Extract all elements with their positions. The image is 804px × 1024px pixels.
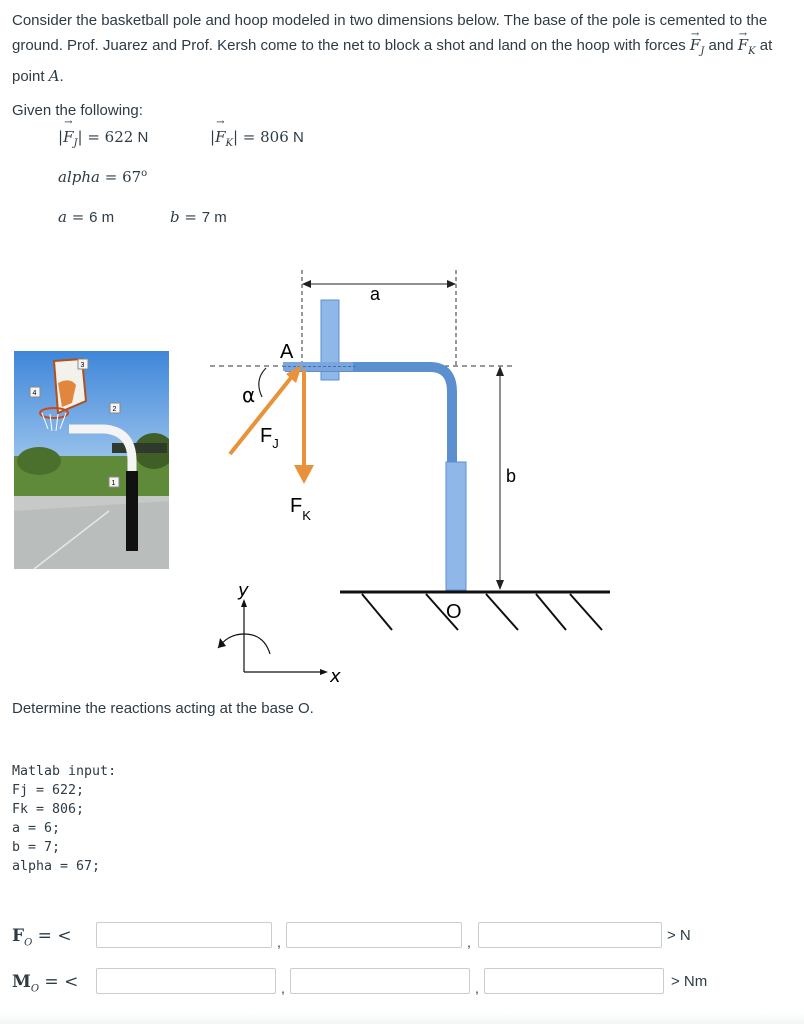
mo-unit: > Nm [671, 973, 708, 990]
given-a: a = 6 m [58, 208, 115, 226]
problem-text-2: at point [12, 37, 773, 85]
dim-b-label: b [506, 466, 517, 486]
fj-symbol: → $F_J$ [690, 36, 704, 54]
bottom-fade [0, 1012, 804, 1024]
separator: , [281, 980, 285, 996]
fk-label: $F_K$ [290, 495, 311, 523]
matlab-line: a = 6; [12, 821, 61, 836]
given-title: Given the following: [12, 102, 143, 119]
mo-z-input[interactable] [484, 968, 664, 994]
fo-label: $F_O$ = < [12, 926, 72, 949]
answer-row-fo [12, 922, 792, 954]
photo-label-1: 1 [111, 480, 116, 487]
given-fk: |→ $F_K| = 806$ N [210, 128, 304, 149]
matlab-line: alpha = 67; [12, 859, 101, 874]
given-alpha: alpha = $67^o$ [58, 168, 148, 186]
alpha-label: α [242, 383, 256, 407]
basketball-hoop-photo [14, 351, 169, 569]
period: . [59, 68, 64, 85]
given-b: b = 7 m [170, 208, 227, 226]
fo-z-input[interactable] [478, 922, 662, 948]
determine-text: Determine the reactions acting at the base O. [12, 700, 314, 717]
answer-row-mo [12, 968, 792, 1000]
matlab-line: b = 7; [12, 840, 61, 855]
photo-label-4: 4 [32, 390, 37, 397]
separator: , [277, 934, 281, 950]
problem-statement [12, 8, 782, 89]
mo-label: $M_O$ = < [12, 972, 79, 995]
point-A-label: A [280, 341, 294, 363]
matlab-line: Fk = 806; [12, 802, 85, 817]
mo-y-input[interactable] [290, 968, 470, 994]
matlab-header: Matlab input: [12, 764, 117, 779]
fo-y-input[interactable] [286, 922, 462, 948]
photo-label-2: 2 [112, 406, 117, 413]
axis-y-label: y [238, 580, 249, 601]
matlab-line: Fj = 622; [12, 783, 85, 798]
fo-unit: > N [667, 927, 691, 944]
fo-x-input[interactable] [96, 922, 272, 948]
matlab-code [12, 762, 116, 876]
problem-text-1: Consider the basketball pole and hoop modeled in two dimensions below. The base of the pole is cemented to the ground. Prof. Juarez and Prof. Kersh come to the net to block a shot and land on the hoop with forces [12, 12, 768, 54]
photo-label-3: 3 [80, 362, 85, 369]
point-label: A [48, 67, 60, 85]
fk-symbol: → $F_K$ [738, 36, 756, 54]
base-O-label: O [446, 601, 462, 623]
axis-x-label: x [330, 666, 341, 687]
pole-diagram [190, 262, 630, 702]
given-fj: |→ $F_J| = 622$ N [58, 128, 148, 149]
separator: , [467, 934, 471, 950]
fj-label: $F_J$ [260, 425, 279, 451]
mo-x-input[interactable] [96, 968, 276, 994]
separator: , [475, 980, 479, 996]
and-word: and [704, 37, 738, 54]
dim-a-label: a [370, 284, 381, 304]
